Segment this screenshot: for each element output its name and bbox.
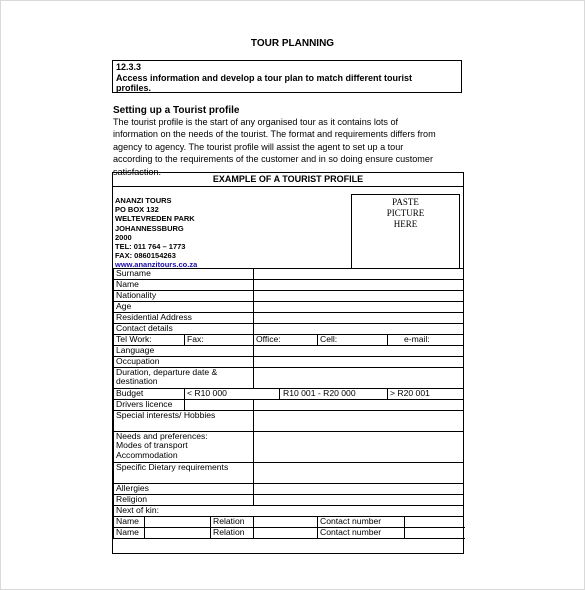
occupation-value[interactable] <box>254 357 464 368</box>
photo-text: PICTURE <box>386 208 425 218</box>
outcome-line: Access information and develop a tour plan to match different tourist <box>116 72 413 83</box>
company-name: ANANZI TOURS <box>115 196 172 205</box>
learning-outcome-box <box>112 60 462 93</box>
surname-value[interactable] <box>254 269 464 280</box>
kin-relation-value[interactable] <box>254 517 318 528</box>
duration-value[interactable] <box>254 368 464 389</box>
name-value[interactable] <box>254 280 464 291</box>
blank-cell <box>254 400 464 411</box>
age-label: Age <box>114 302 254 313</box>
photo-placeholder <box>351 194 460 269</box>
drivers-licence-label: Drivers licence <box>114 400 185 411</box>
duration-label-line: destination <box>116 376 158 387</box>
company-box: PO BOX 132 <box>115 205 159 215</box>
needs-value[interactable] <box>254 432 464 463</box>
company-address <box>115 196 197 270</box>
company-tel: TEL: 011 764 – 1773 <box>115 242 186 252</box>
company-city: JOHANNESSBURG <box>115 223 184 233</box>
kin-relation-label: Relation <box>211 517 254 528</box>
company-website-link[interactable]: www.ananzitours.co.za <box>115 260 198 270</box>
needs-label-line: Needs and preferences: <box>116 431 208 441</box>
paragraph-line: information on the needs of the tourist. The format and requirements differs from <box>113 129 436 140</box>
name-label: Name <box>114 280 254 291</box>
kin-name-label: Name <box>114 517 145 528</box>
office-field[interactable]: Office: <box>254 335 318 346</box>
language-label: Language <box>114 346 254 357</box>
contact-details-label: Contact details <box>114 324 254 335</box>
allergies-label: Allergies <box>114 484 254 495</box>
age-value[interactable] <box>254 302 464 313</box>
kin-name-value[interactable] <box>145 528 211 539</box>
tel-work-field[interactable]: Tel Work: <box>114 335 185 346</box>
tourist-profile-form <box>112 172 464 554</box>
section-paragraph <box>113 116 463 178</box>
paragraph-line: agency to agency. The tourist profile will assist the agent to set up a tour <box>113 141 404 152</box>
budget-label: Budget <box>114 389 185 400</box>
needs-label-line: Accommodation <box>116 449 178 460</box>
budget-mid-label: R10 001 - R20 000 <box>283 388 356 398</box>
outcome-line: profiles. <box>116 83 152 93</box>
religion-label: Religion <box>114 495 254 506</box>
kin-contact-value[interactable] <box>405 517 464 528</box>
kin-contact-value[interactable] <box>405 528 464 539</box>
company-suburb: WELTEVREDEN PARK <box>115 214 195 224</box>
email-field[interactable] <box>388 335 464 346</box>
nationality-label: Nationality <box>114 291 254 302</box>
fax-field[interactable]: Fax: <box>185 335 254 346</box>
kin-relation-label: Relation <box>211 528 254 539</box>
kin-contact-label: Contact number <box>318 528 405 539</box>
nationality-value[interactable] <box>254 291 464 302</box>
interests-value[interactable] <box>254 411 464 432</box>
paragraph-line: satisfaction. <box>113 166 162 177</box>
next-of-kin-label: Next of kin: <box>114 506 464 517</box>
company-fax: FAX: 0860154263 <box>115 251 176 261</box>
kin-name-label: Name <box>114 528 145 539</box>
photo-text: PASTE <box>392 197 419 207</box>
dietary-value[interactable] <box>254 463 464 484</box>
dietary-label: Specific Dietary requirements <box>114 463 254 484</box>
drivers-licence-value[interactable] <box>185 400 254 411</box>
kin-relation-value[interactable] <box>254 528 318 539</box>
needs-label <box>114 432 254 463</box>
company-postcode: 2000 <box>115 232 132 242</box>
kin-contact-label: Contact number <box>318 517 405 528</box>
duration-label <box>114 368 254 389</box>
budget-option-high[interactable]: > R20 001 <box>388 389 464 400</box>
language-value[interactable] <box>254 346 464 357</box>
kin-name-value[interactable] <box>145 517 211 528</box>
paragraph-line: The tourist profile is the start of any organised tour as it contains lots of <box>113 117 399 127</box>
duration-label-line: Duration, departure date & <box>116 367 218 377</box>
interests-label: Special interests/ Hobbies <box>114 411 254 432</box>
email-label: e-mail: <box>404 334 430 344</box>
budget-option-low[interactable]: < R10 000 <box>185 389 280 400</box>
religion-value[interactable] <box>254 495 464 506</box>
profile-heading: EXAMPLE OF A TOURIST PROFILE <box>113 173 463 187</box>
cell-field[interactable]: Cell: <box>318 335 388 346</box>
address-value[interactable] <box>254 313 464 324</box>
occupation-label: Occupation <box>114 357 254 368</box>
photo-text: HERE <box>393 219 418 229</box>
contact-details-value[interactable] <box>254 324 464 335</box>
outcome-code: 12.3.3 <box>116 62 142 72</box>
paragraph-line: according to the requirements of the customer and in so doing ensure customer <box>113 154 433 165</box>
profile-fields-table <box>113 268 464 539</box>
page-title: TOUR PLANNING <box>250 38 335 49</box>
allergies-value[interactable] <box>254 484 464 495</box>
needs-label-line: Modes of transport <box>116 440 188 451</box>
section-heading: Setting up a Tourist profile <box>113 105 240 116</box>
budget-option-mid[interactable] <box>280 389 388 400</box>
surname-label: Surname <box>114 269 254 280</box>
address-label: Residential Address <box>114 313 254 324</box>
